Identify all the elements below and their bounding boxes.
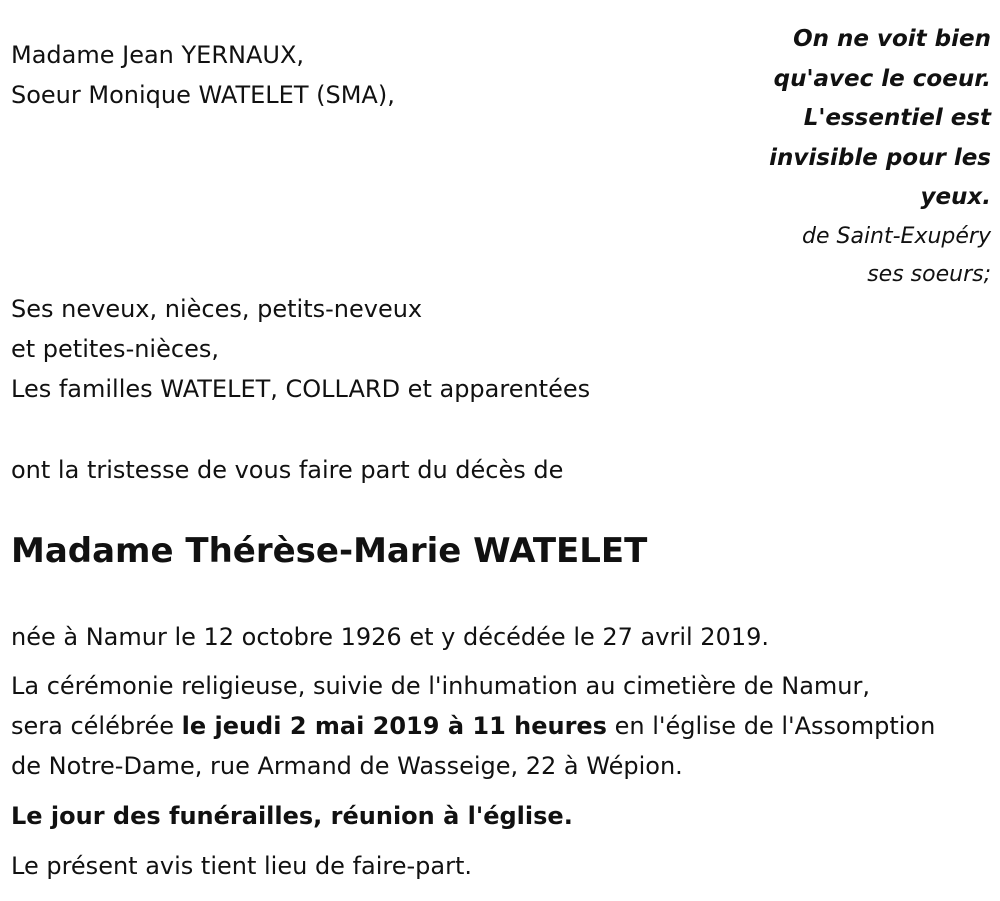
family-line-1: Madame Jean YERNAUX, xyxy=(11,41,305,69)
ceremony-line-2-end: en l'église de l'Assomption xyxy=(606,712,936,740)
quote-block xyxy=(731,20,991,294)
meeting-note: Le jour des funérailles, réunion à l'église. xyxy=(11,802,573,830)
quote-line-1: On ne voit bien xyxy=(793,26,991,52)
ceremony-line-2 xyxy=(11,706,935,746)
quote-line-3: L'essentiel est xyxy=(803,105,991,131)
ceremony-block xyxy=(11,666,935,786)
family-line-2: Soeur Monique WATELET (SMA), xyxy=(11,81,395,109)
announcement: ont la tristesse de vous faire part du décès de xyxy=(11,456,564,484)
quote-author: de Saint-Exupéry xyxy=(802,223,991,249)
family-top xyxy=(11,35,395,115)
quote-line-5: yeux. xyxy=(920,184,991,210)
quote-line-4: invisible pour les xyxy=(769,144,991,171)
family-line-5: Les familles WATELET, COLLARD et apparentées xyxy=(11,375,591,403)
family-line-4: et petites-nièces, xyxy=(11,335,219,363)
closing-note: Le présent avis tient lieu de faire-part. xyxy=(11,852,473,880)
ceremony-date: le jeudi 2 mai 2019 à 11 heures xyxy=(181,712,607,740)
ceremony-line-2-start: sera célébrée xyxy=(11,712,182,740)
ceremony-line-1: La cérémonie religieuse, suivie de l'inhumation au cimetière de Namur, xyxy=(11,672,870,700)
birth-death-text: née à Namur le 12 octobre 1926 et y décédée le 27 avril 2019. xyxy=(11,623,770,651)
family-line-3: Ses neveux, nièces, petits-neveux xyxy=(11,295,423,323)
deceased-name: Madame Thérèse-Marie WATELET xyxy=(11,531,648,571)
quote-line-2: qu'avec le coeur. xyxy=(773,65,991,92)
ceremony-line-3: de Notre-Dame, rue Armand de Wasseige, 22 à Wépion. xyxy=(11,752,683,780)
family-bottom xyxy=(11,289,590,409)
relation-text: ses soeurs; xyxy=(867,261,991,287)
